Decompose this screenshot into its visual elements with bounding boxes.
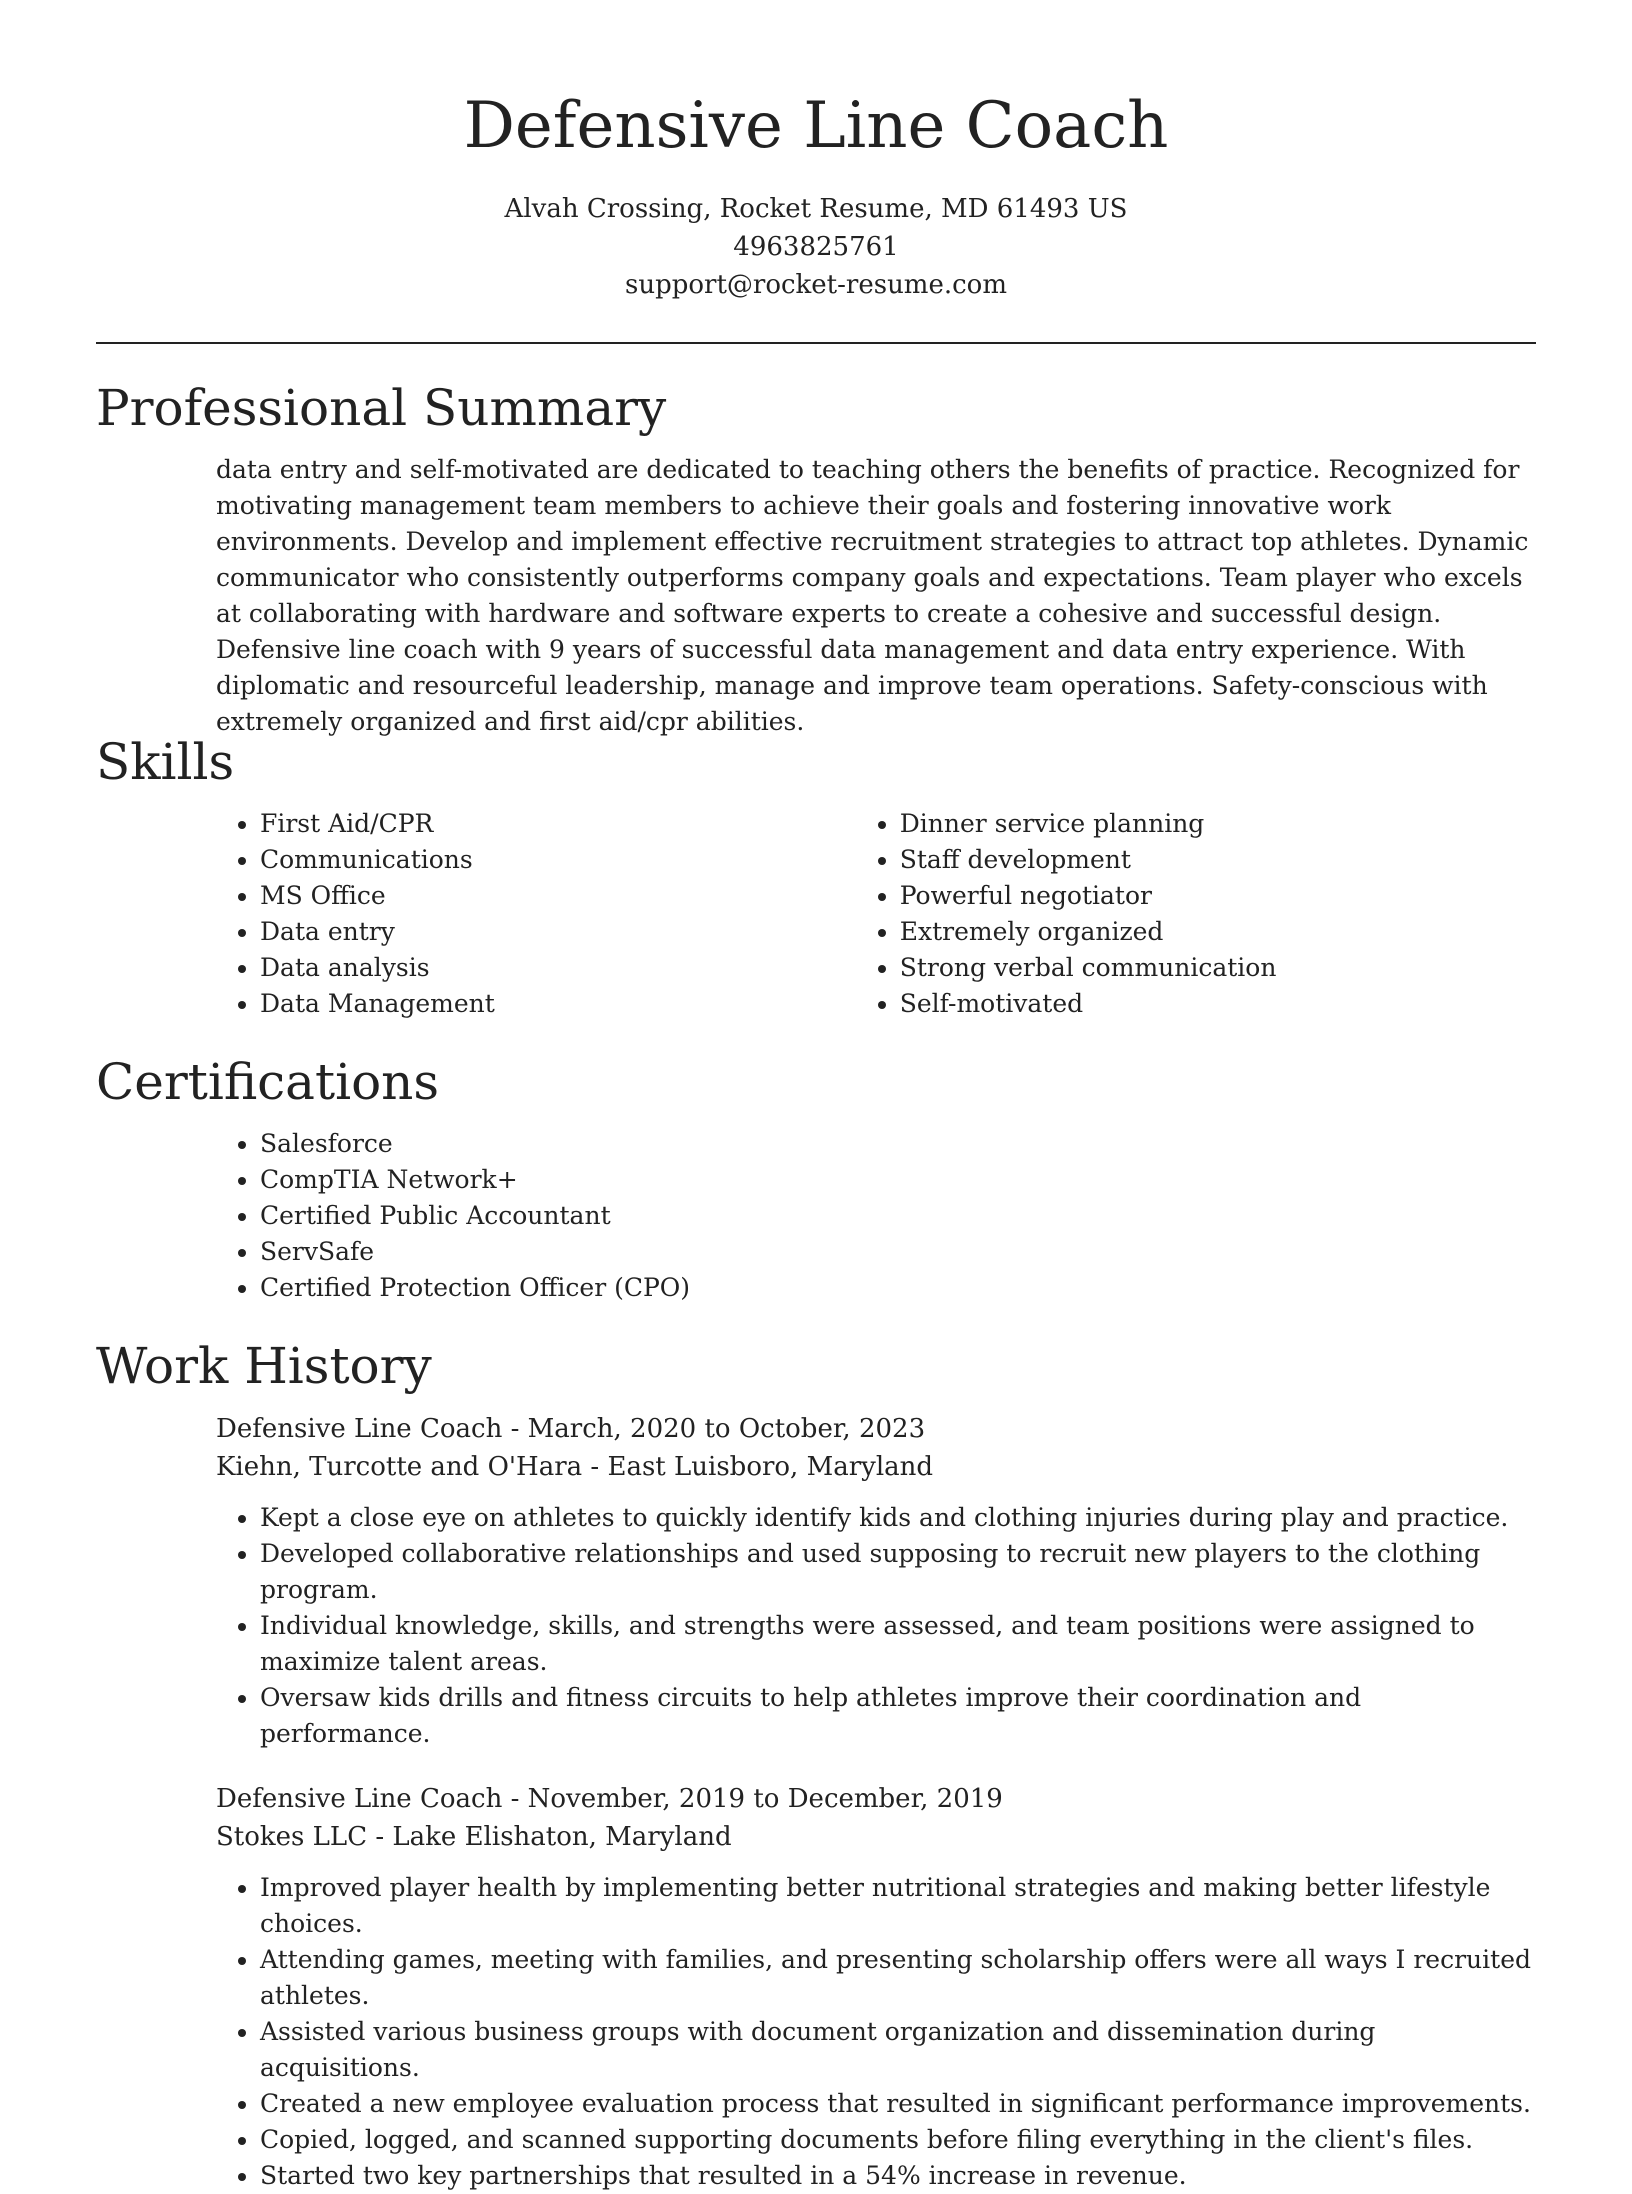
candidate-name: Defensive Line Coach bbox=[463, 89, 1169, 163]
skill-item: • Extremely organized bbox=[900, 914, 1536, 950]
certification-item: • Certified Public Accountant bbox=[260, 1198, 1536, 1234]
contact-email: support@rocket-resume.com bbox=[624, 270, 1007, 300]
job-bullets bbox=[216, 1870, 1536, 2194]
job-location: - Lake Elishaton, Maryland bbox=[367, 1822, 732, 1852]
skill-item: • Strong verbal communication bbox=[900, 950, 1536, 986]
skills-list-left bbox=[96, 806, 736, 1022]
skill-item: • Communications bbox=[260, 842, 736, 878]
job-bullet: • Copied, logged, and scanned supporting documents before filing everything in the client's files. bbox=[260, 2122, 1536, 2158]
skills-list-right bbox=[736, 806, 1536, 1022]
job-company: Kiehn, Turcotte and O'Hara bbox=[216, 1452, 583, 1482]
header-divider bbox=[96, 342, 1536, 344]
summary-text: data entry and self-motivated are dedicated to teaching others the benefits of practice. Recognized for motivating management team members to achieve their goals and fostering innovative work environments. Develop and implement effective recruitment strategies to attract top athletes. Dynamic communicator who consistently outperforms company goals and expectations. Team player who excels at collaborating with hardware and software experts to create a cohesive and successful design. Defensive line coach with 9 years of successful data management and data entry experience. With diplomatic and resourceful leadership, manage and improve team operations. Safety-conscious with extremely organized and first aid/cpr abilities. bbox=[216, 455, 1529, 736]
skill-item: • Staff development bbox=[900, 842, 1536, 878]
certifications-title: Certifications bbox=[96, 1053, 440, 1111]
skills-grid bbox=[96, 806, 1536, 1022]
job-role: Defensive Line Coach bbox=[216, 1414, 503, 1444]
job-dates: - November, 2019 to December, 2019 bbox=[502, 1784, 1003, 1814]
skill-item: • First Aid/CPR bbox=[260, 806, 736, 842]
job-role-line bbox=[216, 1410, 1536, 1448]
certifications-section bbox=[96, 1050, 1536, 1306]
job-bullet: • Improved player health by implementing better nutritional strategies and making better lifestyle choices. bbox=[260, 1870, 1536, 1942]
job-bullet: • Kept a close eye on athletes to quickly identify kids and clothing injuries during play and practice. bbox=[260, 1500, 1536, 1536]
resume-header bbox=[0, 0, 1632, 304]
summary-section bbox=[96, 376, 1536, 740]
skill-item: • Data Management bbox=[260, 986, 736, 1022]
job-company: Stokes LLC bbox=[216, 1822, 368, 1852]
job-bullet: • Created a new employee evaluation process that resulted in significant performance improvements. bbox=[260, 2086, 1536, 2122]
summary-title: Professional Summary bbox=[96, 379, 667, 437]
skill-item: • Data analysis bbox=[260, 950, 736, 986]
job-company-line bbox=[216, 1448, 1536, 1486]
job-dates: - March, 2020 to October, 2023 bbox=[502, 1414, 926, 1444]
certification-item: • ServSafe bbox=[260, 1234, 1536, 1270]
skill-item: • Data entry bbox=[260, 914, 736, 950]
contact-block bbox=[0, 190, 1632, 304]
job-role: Defensive Line Coach bbox=[216, 1784, 503, 1814]
skill-item: • MS Office bbox=[260, 878, 736, 914]
job-entry bbox=[216, 1780, 1536, 2194]
job-bullet: • Attending games, meeting with families, and presenting scholarship offers were all ways I recruited athletes. bbox=[260, 1942, 1536, 2014]
job-company-line bbox=[216, 1818, 1536, 1856]
contact-address: Alvah Crossing, Rocket Resume, MD 61493 US bbox=[504, 194, 1128, 224]
skill-item: • Dinner service planning bbox=[900, 806, 1536, 842]
work-history-section bbox=[96, 1334, 1536, 2194]
work-history-title: Work History bbox=[96, 1337, 432, 1395]
job-bullet: • Assisted various business groups with document organization and dissemination during acquisitions. bbox=[260, 2014, 1536, 2086]
job-bullet: • Individual knowledge, skills, and strengths were assessed, and team positions were assigned to maximize talent areas. bbox=[260, 1608, 1536, 1680]
certification-item: • Salesforce bbox=[260, 1126, 1536, 1162]
certification-item: • CompTIA Network+ bbox=[260, 1162, 1536, 1198]
job-location: - East Luisboro, Maryland bbox=[582, 1452, 934, 1482]
certification-item: • Certified Protection Officer (CPO) bbox=[260, 1270, 1536, 1306]
certifications-list bbox=[96, 1126, 1536, 1306]
job-bullet: • Oversaw kids drills and fitness circuits to help athletes improve their coordination and performance. bbox=[260, 1680, 1536, 1752]
skills-section bbox=[96, 730, 1536, 1022]
job-role-line bbox=[216, 1780, 1536, 1818]
job-bullet: • Developed collaborative relationships and used supposing to recruit new players to the clothing program. bbox=[260, 1536, 1536, 1608]
contact-phone: 4963825761 bbox=[733, 232, 899, 262]
skill-item: • Self-motivated bbox=[900, 986, 1536, 1022]
skills-title: Skills bbox=[96, 733, 235, 791]
skill-item: • Powerful negotiator bbox=[900, 878, 1536, 914]
job-bullets bbox=[216, 1500, 1536, 1752]
job-bullet: • Started two key partnerships that resulted in a 54% increase in revenue. bbox=[260, 2158, 1536, 2194]
job-entry bbox=[216, 1410, 1536, 1752]
